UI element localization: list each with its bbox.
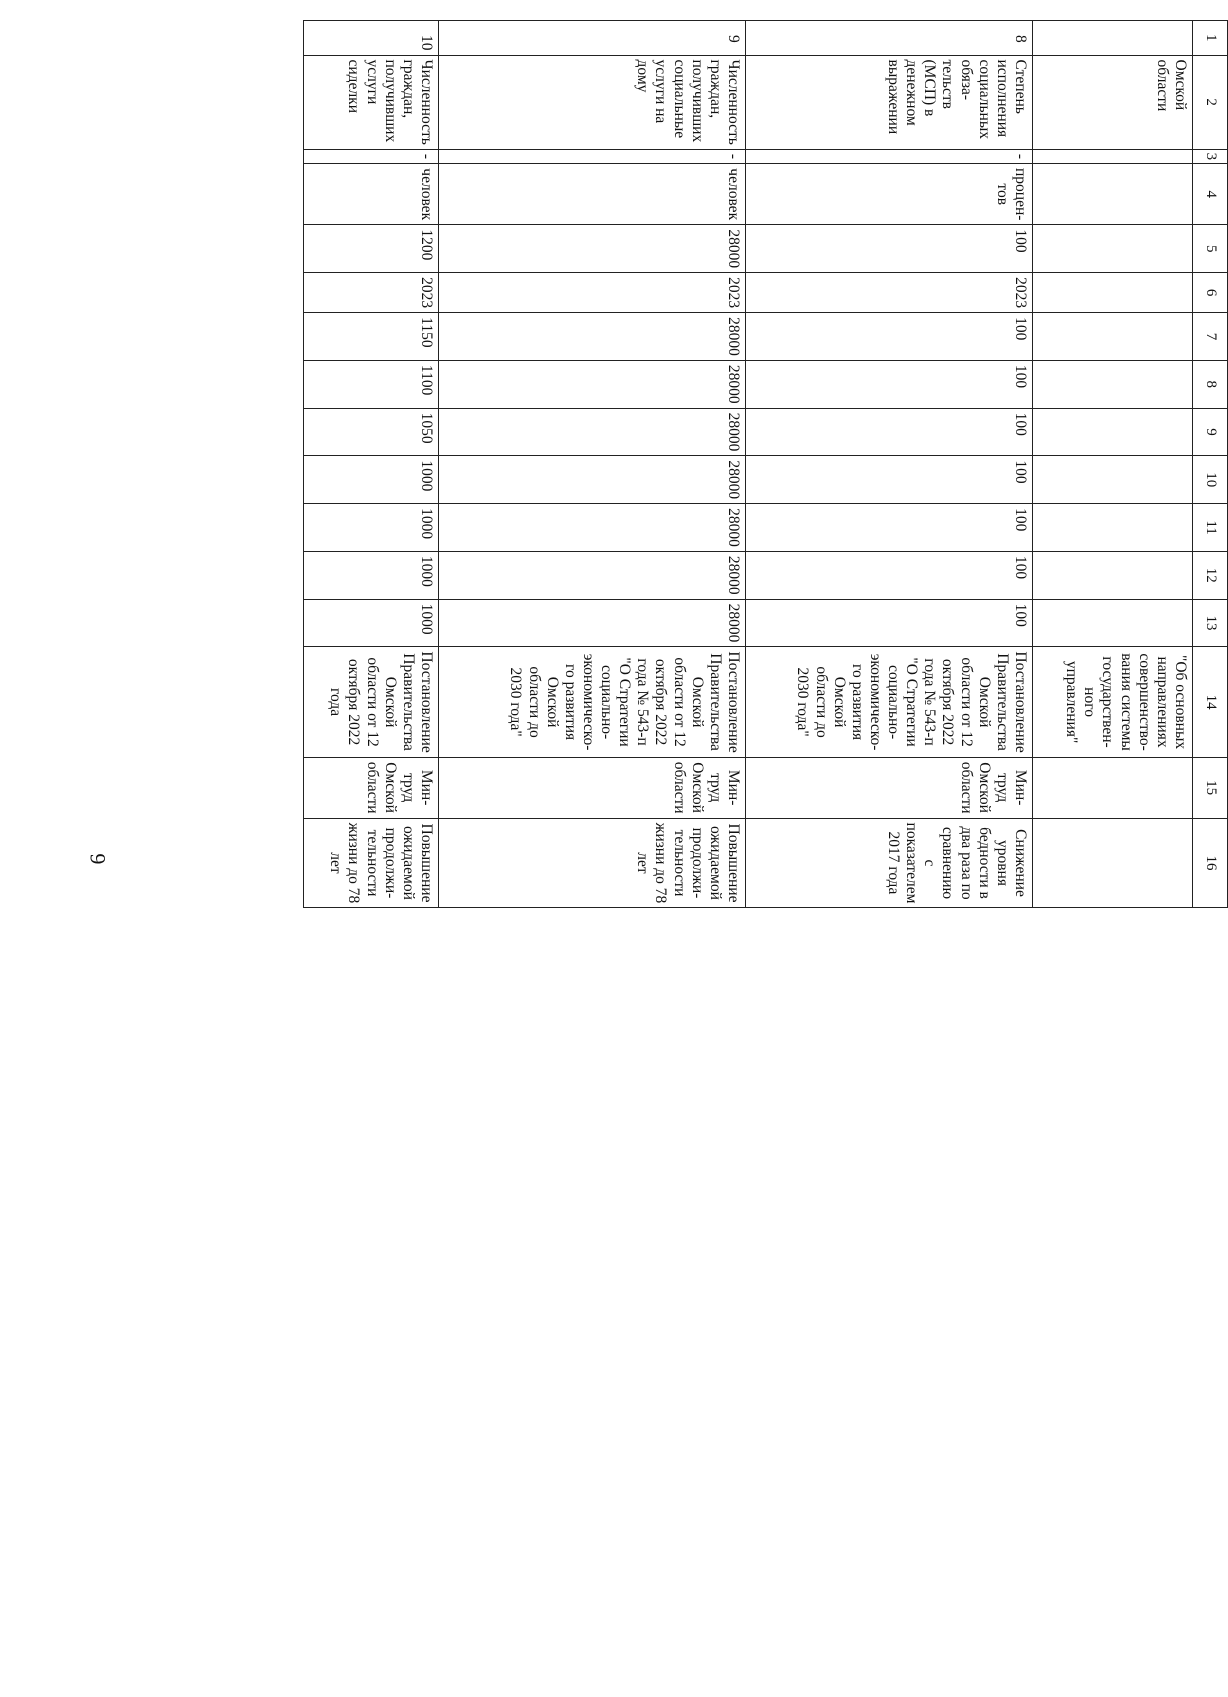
column-header: 16 [1193,818,1228,908]
base-year-cell: 2023 [439,273,746,313]
column-header: 12 [1193,551,1228,599]
row-number: 8 [746,21,1033,56]
column-header: 7 [1193,313,1228,361]
value-cell-col11 [1033,504,1193,552]
unit-cell: человек [439,163,746,224]
value-cell-col7: 1150 [304,313,439,361]
value-cell-col12: 28000 [439,551,746,599]
value-cell-col12: 100 [746,551,1033,599]
value-cell-col10: 28000 [439,456,746,504]
value-cell-col11: 1000 [304,504,439,552]
value-cell-col11: 28000 [439,504,746,552]
table-row-10 [304,21,439,908]
column-header: 5 [1193,225,1228,273]
column-header: 6 [1193,273,1228,313]
column-header: 2 [1193,55,1228,149]
value-cell-col8: 1100 [304,360,439,408]
page-number: 6 [85,853,110,865]
indicator-name: Численность граждан, получивших социальные услуги на дому [439,55,746,149]
indicators-table [303,20,1228,908]
value-cell-col10 [1033,456,1193,504]
base-year-cell: 2023 [746,273,1033,313]
column-header: 11 [1193,504,1228,552]
value-cell-col9: 1050 [304,408,439,456]
column-number-header-row [1193,21,1228,908]
value-cell-col13 [1033,599,1193,647]
base-year-cell: 2023 [304,273,439,313]
column-header: 1 [1193,21,1228,56]
value-cell-col9: 100 [746,408,1033,456]
table-row-continuation [1033,21,1193,908]
value-cell-col13: 100 [746,599,1033,647]
column-header: 8 [1193,360,1228,408]
column-header: 9 [1193,408,1228,456]
indicator-name: Численность граждан, получивших услуги сиделки [304,55,439,149]
base-value-cell: 28000 [439,225,746,273]
value-cell-col13: 1000 [304,599,439,647]
value-cell-col10: 1000 [304,456,439,504]
column-header: 14 [1193,647,1228,757]
column-header: 3 [1193,149,1228,163]
document-cell: Постановление Правительства Омской области от 12 октября 2022 года № 543-п "О Стратегии социально-экономическо-го развития Омской области до 2030 года" [439,647,746,757]
result-cell: Снижение уровня бедности в два раза по сравнению с показателем 2017 года [746,818,1033,908]
result-cell: Повышение ожидаемой продолжи-тельности жизни до 78 лет [439,818,746,908]
value-cell-col7: 100 [746,313,1033,361]
column-header: 4 [1193,163,1228,224]
document-cell: Постановление Правительства Омской области от 12 октября 2022 года № 543-п "О Стратегии социально-экономическо-го развития Омской области до 2030 года" [746,647,1033,757]
cell-col3: - [304,149,439,163]
row-number: 10 [304,21,439,56]
result-cell [1033,818,1193,908]
base-value-cell [1033,225,1193,273]
result-cell: Повышение ожидаемой продолжи-тельности жизни до 78 лет [304,818,439,908]
executor-cell: Мин-труд Омской области [304,757,439,818]
unit-cell: человек [304,163,439,224]
value-cell-col8: 100 [746,360,1033,408]
value-cell-col9 [1033,408,1193,456]
value-cell-col12: 1000 [304,551,439,599]
value-cell-col8 [1033,360,1193,408]
indicator-name: Степень исполнения социальных обяза-тельств (МСП) в денежном выражении [746,55,1033,149]
column-header: 10 [1193,456,1228,504]
value-cell-col7: 28000 [439,313,746,361]
value-cell-col9: 28000 [439,408,746,456]
row-number [1033,21,1193,56]
column-header: 15 [1193,757,1228,818]
column-header: 13 [1193,599,1228,647]
cell-col3: - [746,149,1033,163]
unit-cell [1033,163,1193,224]
base-value-cell: 100 [746,225,1033,273]
value-cell-col13: 28000 [439,599,746,647]
base-value-cell: 1200 [304,225,439,273]
document-cell: Постановление Правительства Омской области от 12 октября 2022 года [304,647,439,757]
rotated-table-sheet [303,20,1228,908]
table-row-8 [746,21,1033,908]
value-cell-col7 [1033,313,1193,361]
cell-col3 [1033,149,1193,163]
value-cell-col11: 100 [746,504,1033,552]
indicator-name: Омской области [1033,55,1193,149]
row-number: 9 [439,21,746,56]
cell-col3: - [439,149,746,163]
executor-cell: Мин-труд Омской области [746,757,1033,818]
value-cell-col10: 100 [746,456,1033,504]
unit-cell: процен-тов [746,163,1033,224]
document-cell: "Об основных направлениях совершенство-вания системы государствен-ного управления" [1033,647,1193,757]
value-cell-col8: 28000 [439,360,746,408]
value-cell-col12 [1033,551,1193,599]
executor-cell [1033,757,1193,818]
table-row-9 [439,21,746,908]
executor-cell: Мин-труд Омской области [439,757,746,818]
base-year-cell [1033,273,1193,313]
